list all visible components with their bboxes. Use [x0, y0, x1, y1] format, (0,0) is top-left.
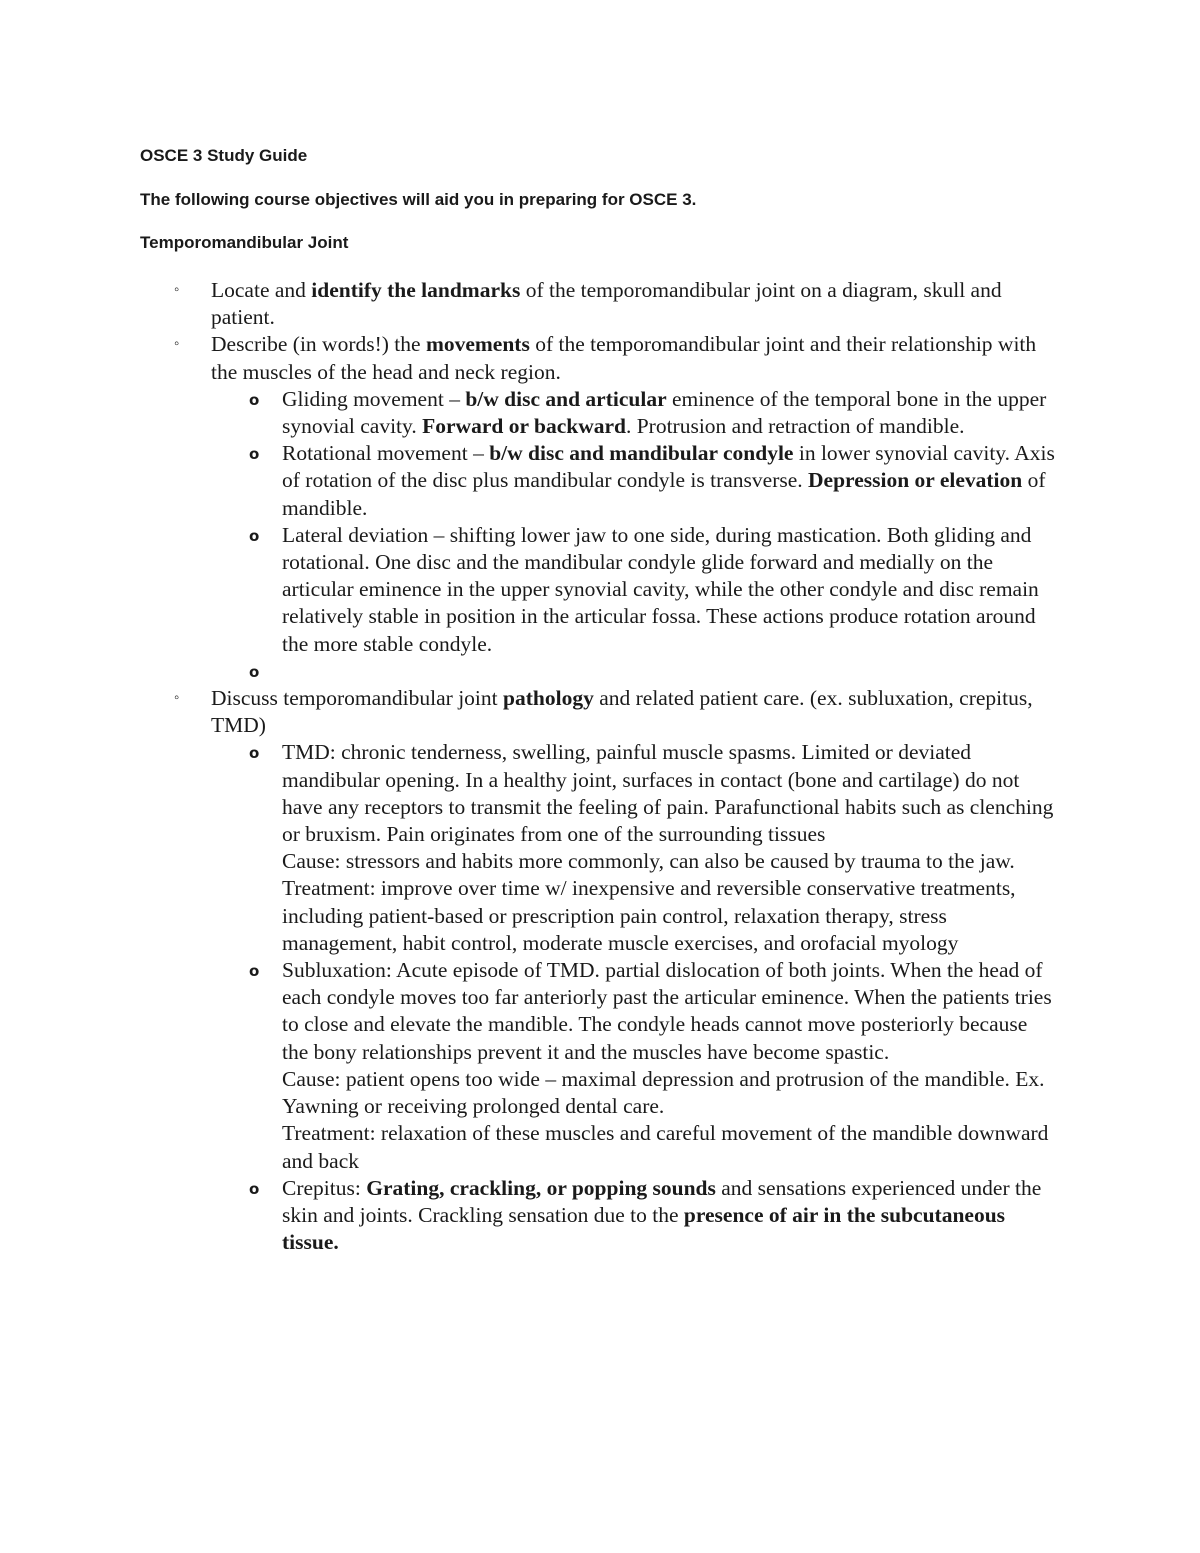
cause-text: Cause: patient opens too wide – maximal depression and protrusion of the mandible. Ex. Yawning or receiving prolonged dental care. [282, 1066, 1045, 1119]
page-title: OSCE 3 Study Guide [140, 146, 308, 165]
sub-bullet-marker: o [249, 662, 260, 681]
sub-item: o Subluxation: Acute episode of TMD. partial dislocation of both joints. When the head of each condyle moves too far anteriorly past the articular eminence. When the patients tries to close and elevate the mandible. The condyle heads cannot move posteriorly because the bony relationships prevent it and the muscles have become spastic. Cause: patient opens too wide – maximal depression and protrusion of the mandible. Ex. Yawning or receiving prolonged dental care. Treatment: relaxation of these muscles and careful movement of the mandible downward and back [249, 958, 1052, 1173]
bullet-marker: ◦ [174, 282, 180, 298]
bullet-marker: ◦ [174, 336, 180, 353]
sub-bullet-marker: o [249, 526, 260, 545]
section-heading: Temporomandibular Joint [140, 233, 349, 252]
treatment-text: Treatment: relaxation of these muscles and careful movement of the mandible downward and back [282, 1121, 1049, 1173]
sub-item: o Lateral deviation – shifting lower jaw to one side, during mastication. Both gliding and rotational. One disc and the mandibular condyle glide forward and medially on the articular eminence in the upper synovial cavity, while the other condyle and disc remain relatively stable in position in the articular fossa. These actions produce rotation around the more stable condyle. [249, 522, 1039, 656]
sub-item: o Rotational movement – b/w disc and mandibular condyle in lower synovial cavity. Axis of rotation of the disc plus mandibular condyle is transverse. Depression or elevation of mandible. [249, 441, 1055, 520]
sub-bullet-marker: o [249, 744, 260, 763]
sub-bullet-marker: o [249, 962, 260, 981]
intro-text: The following course objectives will aid you in preparing for OSCE 3. [140, 190, 697, 209]
objectives-list [0, 277, 1200, 1256]
objective-item: ◦ Discuss temporomandibular joint pathology and related patient care. (ex. subluxation, crepitus, TMD) [174, 686, 1033, 738]
sub-bullet-marker: o [249, 445, 260, 464]
objective-item: ◦ Locate and identify the landmarks of the temporomandibular joint on a diagram, skull and patient. [174, 278, 1002, 330]
cause-text: Cause: stressors and habits more commonly, can also be caused by trauma to the jaw. [282, 849, 1015, 874]
sub-item: o Crepitus: Grating, crackling, or popping sounds and sensations experienced under the skin and joints. Crackling sensation due to the presence of air in the subcutaneous tissue. [249, 1175, 1042, 1255]
objective-item: ◦ Describe (in words!) the movements of the temporomandibular joint and their relationship with the muscles of the head and neck region. [174, 332, 1037, 384]
sub-item-empty [0, 658, 1057, 685]
sub-bullet-marker: o [249, 1179, 260, 1198]
sub-item: o Gliding movement – b/w disc and articular eminence of the temporal bone in the upper synovial cavity. Forward or backward. Protrusion and retraction of mandible. [249, 386, 1047, 439]
bullet-marker: ◦ [174, 690, 180, 707]
sub-item: o TMD: chronic tenderness, swelling, painful muscle spasms. Limited or deviated mandibular opening. In a healthy joint, surfaces in contact (bone and cartilage) do not have any receptors to transmit the feeling of pain. Parafunctional habits such as clenching or bruxism. Pain originates from one of the surrounding tissues Cause: stressors and habits more commonly, can also be caused by trauma to the jaw. Treatment: improve over time w/ inexpensive and reversible conservative treatments, including patient-based or prescription pain control, relaxation therapy, stress management, habit control, moderate muscle exercises, and orofacial myology [249, 740, 1054, 955]
sub-bullet-marker: o [249, 390, 260, 409]
treatment-text: Treatment: improve over time w/ inexpensive and reversible conservative treatments, including patient-based or prescription pain control, relaxation therapy, stress management, habit control, moderate muscle exercises, and orofacial myology [282, 876, 1016, 955]
